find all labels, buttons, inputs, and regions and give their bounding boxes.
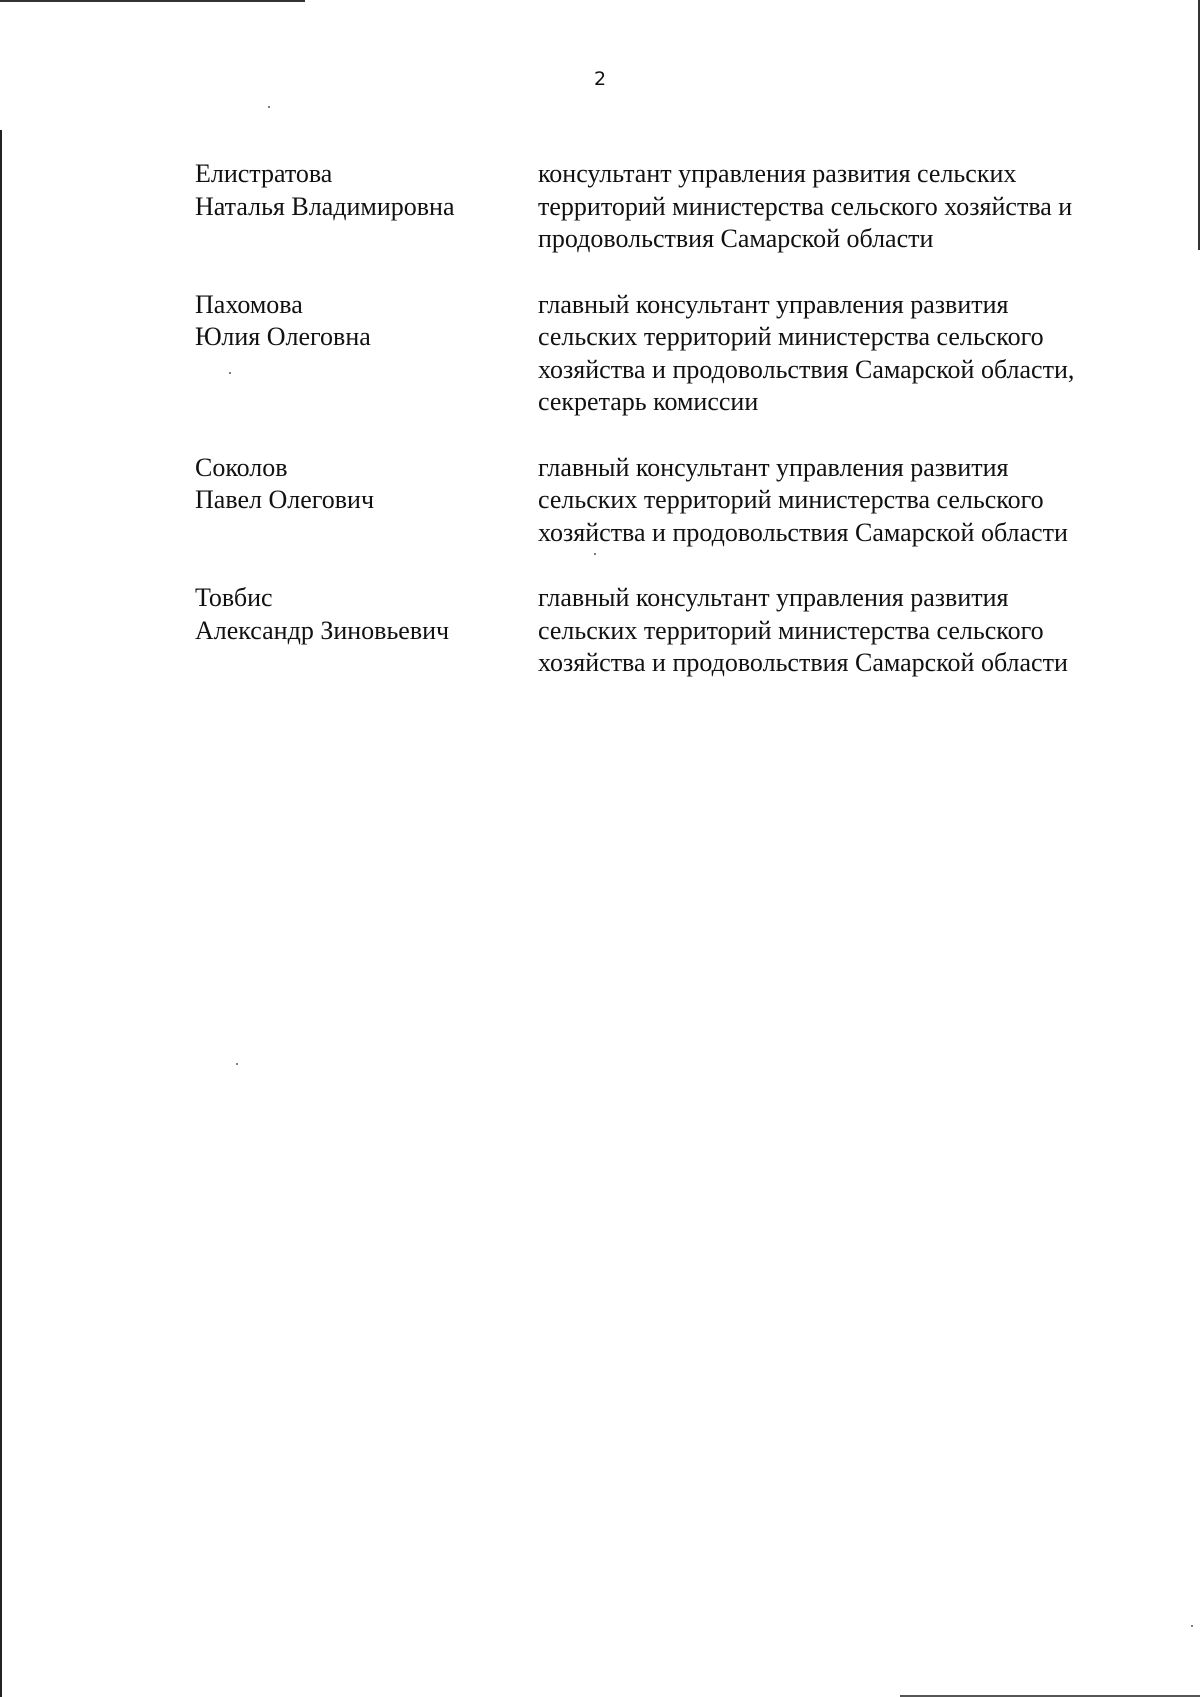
position-line: консультант управления развития сельских: [538, 159, 1017, 188]
member-surname: Елистратова: [195, 159, 333, 188]
position-line: хозяйства и продовольствия Самарской области,: [538, 354, 1075, 384]
position-line: продовольствия Самарской области: [538, 224, 934, 253]
position-line: главный консультант управления развития: [538, 289, 1009, 319]
member-position: [538, 158, 1135, 256]
scan-speck: [236, 1063, 238, 1065]
member-given-names: Юлия Олеговна: [195, 322, 371, 351]
member-given-names: Павел Олегович: [195, 485, 375, 514]
scan-speck: [1191, 1625, 1193, 1627]
member-surname: Пахомова: [195, 289, 303, 319]
position-line: сельских территорий министерства сельского: [538, 322, 1044, 351]
member-given-names: Александр Зиновьевич: [195, 615, 450, 645]
member-position: [538, 582, 1135, 680]
member-name: [195, 158, 538, 256]
member-position: [538, 289, 1135, 419]
position-line: сельских территорий министерства сельского: [538, 615, 1044, 645]
position-line: главный консультант управления развития: [538, 583, 1009, 612]
member-position: [538, 452, 1135, 550]
position-line: главный консультант управления развития: [538, 452, 1009, 482]
member-given-names: Наталья Владимировна: [195, 191, 455, 221]
member-row: [195, 289, 1135, 419]
member-name: [195, 289, 538, 419]
member-surname: Товбис: [195, 583, 273, 612]
member-name: [195, 582, 538, 680]
scan-edge-top: [0, 0, 305, 2]
member-row: [195, 582, 1135, 680]
position-line: хозяйства и продовольствия Самарской области: [538, 517, 1068, 547]
commission-member-list: [195, 158, 1135, 713]
position-line: хозяйства и продовольствия Самарской области: [538, 648, 1068, 677]
member-name: [195, 452, 538, 550]
member-row: [195, 158, 1135, 256]
member-row: [195, 452, 1135, 550]
scan-speck: [268, 106, 270, 108]
position-line: секретарь комиссии: [538, 387, 759, 416]
page-number: 2: [593, 68, 607, 90]
scan-edge-left: [0, 130, 2, 1697]
member-surname: Соколов: [195, 452, 288, 482]
position-line: сельских территорий министерства сельского: [538, 485, 1044, 514]
position-line: территорий министерства сельского хозяйства и: [538, 191, 1073, 221]
